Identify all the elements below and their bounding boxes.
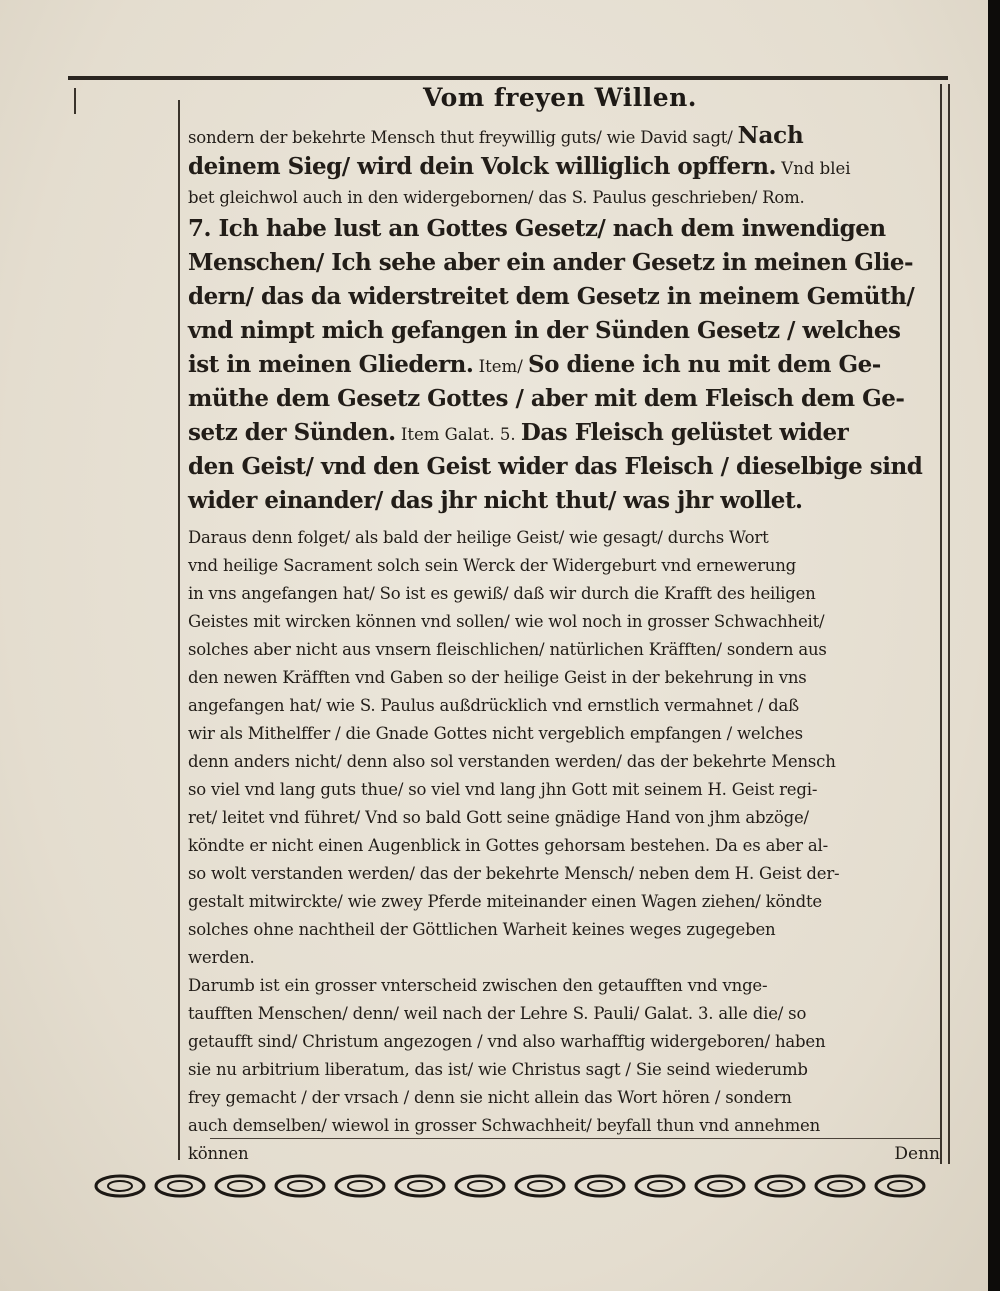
text-line (188, 122, 940, 150)
ornament-link (636, 1176, 684, 1196)
ornament-link (876, 1176, 924, 1196)
running-head: Vom freyen Willen. (423, 83, 697, 112)
text-segment: den newen Kräfften vnd Gaben so der heilige Geist in der bekehrung in vns (188, 668, 807, 687)
ornament-link (576, 1176, 624, 1196)
text-segment: vnd heilige Sacrament solch sein Werck der Widergeburt vnd ernewerung (188, 556, 796, 575)
text-segment: Vnd blei (776, 159, 851, 178)
text-line (188, 348, 940, 382)
text-segment: so viel vnd lang guts thue/ so viel vnd lang jhn Gott mit seinem H. Geist regi- (188, 780, 818, 799)
ornament-link (756, 1176, 804, 1196)
ornament-link-inner (708, 1181, 732, 1191)
text-segment: Item/ (473, 357, 528, 376)
ornament-link-inner (468, 1181, 492, 1191)
text-segment: solches ohne nachtheil der Göttlichen Warheit keines weges zugegeben (188, 920, 776, 939)
text-segment: den Geist/ vnd den Geist wider das Fleisch / dieselbige sind (188, 453, 923, 480)
text-segment: dern/ das da widerstreitet dem Gesetz in meinem Gemüth/ (188, 283, 915, 310)
text-segment-bold: So diene ich nu mit dem Ge- (528, 351, 881, 378)
text-line (188, 246, 940, 280)
text-line (188, 416, 940, 450)
text-segment: Darumb ist ein grosser vnterscheid zwischen den getaufften vnd vnge- (188, 976, 768, 995)
text-segment: gestalt mitwirckte/ wie zwey Pferde miteinander einen Wagen ziehen/ köndte (188, 892, 822, 911)
text-line (188, 608, 940, 636)
text-segment: getaufft sind/ Christum angezogen / vnd also warhafftig widergeboren/ haben (188, 1032, 826, 1051)
text-line (188, 664, 940, 692)
text-segment: angefangen hat/ wie S. Paulus außdrücklich vnd ernstlich vermahnet / daß (188, 696, 799, 715)
text-line (188, 150, 940, 184)
text-line (188, 1028, 940, 1056)
text-segment: solches aber nicht aus vnsern fleischlichen/ natürlichen Kräfften/ sondern aus (188, 640, 827, 659)
text-line (188, 916, 940, 944)
text-segment-bold: Das Fleisch gelüstet wider (520, 419, 849, 446)
ornament-link-inner (828, 1181, 852, 1191)
text-line (188, 636, 940, 664)
ornament-link-inner (408, 1181, 432, 1191)
body-text (188, 122, 940, 1168)
text-line (188, 450, 940, 484)
text-line (188, 212, 940, 246)
text-line (188, 860, 940, 888)
text-segment: müthe dem Gesetz Gottes / aber mit dem Fleisch dem Ge- (188, 385, 905, 412)
text-line (188, 552, 940, 580)
text-segment: Menschen/ Ich sehe aber ein ander Gesetz in meinen Glie- (188, 249, 914, 276)
page-edge-shadow (988, 0, 1000, 1291)
text-segment: Daraus denn folget/ als bald der heilige Geist/ wie gesagt/ durchs Wort (188, 528, 769, 547)
text-line (188, 580, 940, 608)
text-segment-bold: deinem Sieg/ wird dein Volck williglich opffern. (188, 153, 777, 180)
text-line (188, 1112, 940, 1140)
text-segment-bold: ist in meinen Gliedern. (188, 351, 474, 378)
text-segment: bet gleichwol auch in den widergebornen/ das S. Paulus geschrieben/ Rom. (188, 188, 805, 207)
text-segment-bold: Nach (737, 122, 804, 149)
footer-rule (210, 1138, 940, 1139)
text-line (188, 314, 940, 348)
ornament-link-inner (348, 1181, 372, 1191)
ornament-link-inner (528, 1181, 552, 1191)
text-line (188, 484, 940, 518)
text-line (188, 832, 940, 860)
text-segment: denn anders nicht/ denn also sol verstanden werden/ das der bekehrte Mensch (188, 752, 836, 771)
text-line (188, 944, 940, 972)
ornament-link (456, 1176, 504, 1196)
frame-line-left-margin (74, 88, 76, 114)
text-line (188, 692, 940, 720)
text-segment: wider einander/ das jhr nicht thut/ was jhr wollet. (188, 487, 803, 514)
text-line (188, 1056, 940, 1084)
text-line (188, 1000, 940, 1028)
ornament-link-inner (168, 1181, 192, 1191)
ornament-link-inner (588, 1181, 612, 1191)
ornament-link (816, 1176, 864, 1196)
ornament-border-graphic (90, 1164, 960, 1208)
ornament-link-inner (648, 1181, 672, 1191)
text-line (188, 280, 940, 314)
text-segment: vnd nimpt mich gefangen in der Sünden Gesetz / welches (188, 317, 901, 344)
ornament-link (276, 1176, 324, 1196)
ornament-link (516, 1176, 564, 1196)
text-segment: frey gemacht / der vrsach / denn sie nicht allein das Wort hören / sondern (188, 1088, 792, 1107)
ornament-link-inner (288, 1181, 312, 1191)
ornament-link-inner (768, 1181, 792, 1191)
text-line (188, 524, 940, 552)
ornament-link-inner (228, 1181, 252, 1191)
ornament-link (96, 1176, 144, 1196)
text-segment: ret/ leitet vnd führet/ Vnd so bald Gott seine gnädige Hand von jhm abzöge/ (188, 808, 809, 827)
text-line (188, 748, 940, 776)
ornament-link (336, 1176, 384, 1196)
text-line (188, 184, 940, 212)
text-line (188, 972, 940, 1000)
frame-line-left (178, 100, 180, 1160)
text-line (188, 1084, 940, 1112)
text-segment: Geistes mit wircken können vnd sollen/ wie wol noch in grosser Schwachheit/ (188, 612, 825, 631)
text-segment: taufften Menschen/ denn/ weil nach der Lehre S. Pauli/ Galat. 3. alle die/ so (188, 1004, 807, 1023)
text-segment: sondern der bekehrte Mensch thut freywillig guts/ wie David sagt/ (188, 128, 738, 147)
frame-line-right-outer (948, 84, 950, 1164)
ornament-link-inner (108, 1181, 132, 1191)
frame-line-right (940, 84, 942, 1164)
text-line (188, 382, 940, 416)
text-segment: Item Galat. 5. (395, 425, 521, 444)
ornament-link (156, 1176, 204, 1196)
text-segment: werden. (188, 948, 255, 967)
text-segment: können (188, 1144, 249, 1163)
ornament-link (396, 1176, 444, 1196)
text-segment: 7. Ich habe lust an Gottes Gesetz/ nach dem inwendigen (188, 215, 886, 242)
text-line (188, 888, 940, 916)
ornament-border (90, 1164, 960, 1208)
text-segment-bold: setz der Sünden. (188, 419, 396, 446)
text-line (188, 804, 940, 832)
text-segment: auch demselben/ wiewol in grosser Schwachheit/ beyfall thun vnd annehmen (188, 1116, 821, 1135)
text-segment: sie nu arbitrium liberatum, das ist/ wie Christus sagt / Sie seind wiederumb (188, 1060, 808, 1079)
catchword: Denn (894, 1144, 940, 1164)
ornament-link (696, 1176, 744, 1196)
text-line (188, 720, 940, 748)
text-segment: wir als Mithelffer / die Gnade Gottes nicht vergeblich empfangen / welches (188, 724, 803, 743)
text-segment: köndte er nicht einen Augenblick in Gottes gehorsam bestehen. Da es aber al- (188, 836, 828, 855)
text-segment: so wolt verstanden werden/ das der bekehrte Mensch/ neben dem H. Geist der- (188, 864, 840, 883)
text-segment: in vns angefangen hat/ So ist es gewiß/ daß wir durch die Krafft des heiligen (188, 584, 816, 603)
ornament-link (216, 1176, 264, 1196)
ornament-link-inner (888, 1181, 912, 1191)
text-line (188, 776, 940, 804)
